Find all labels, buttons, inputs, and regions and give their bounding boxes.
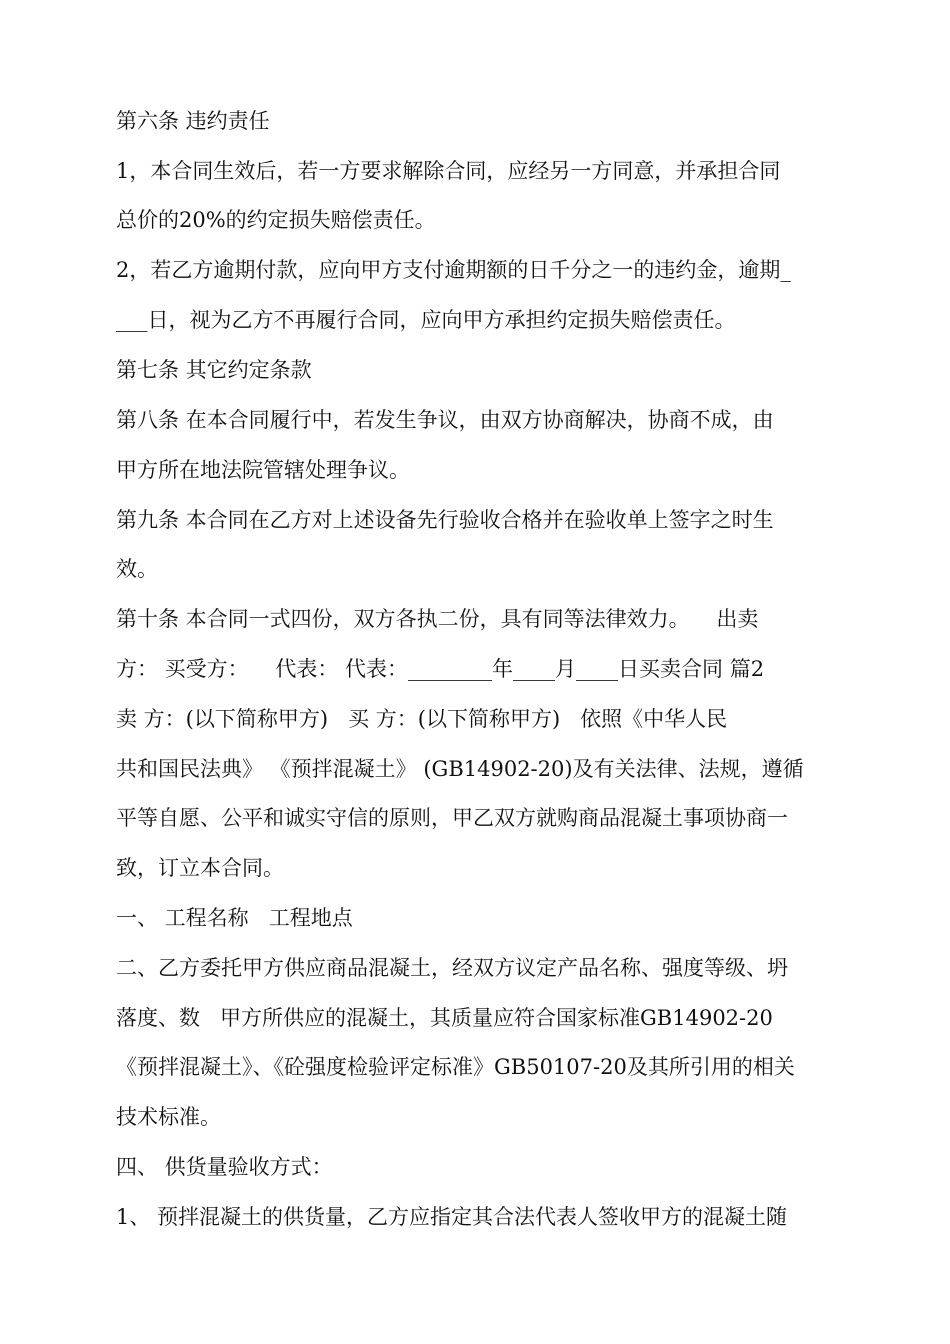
paragraph-line: 第九条 本合同在乙方对上述设备先行验收合格并在验收单上签字之时生 xyxy=(116,508,774,532)
paragraph-line: 1、 预拌混凝土的供货量，乙方应指定其合法代表人签收甲方的混凝土随 xyxy=(116,1205,788,1229)
paragraph-line: ___日，视为乙方不再履行合同，应向甲方承担约定损失赔偿责任。 xyxy=(116,308,736,332)
paragraph-line: 第十条 本合同一式四份，双方各执二份，具有同等法律效力。 出卖 xyxy=(116,607,759,631)
paragraph-line: 效。 xyxy=(116,557,158,581)
paragraph-line: 《预拌混凝土》、《砼强度检验评定标准》GB50107-20及其所引用的相关 xyxy=(116,1055,795,1079)
paragraph-line: 第八条 在本合同履行中，若发生争议，由双方协商解决，协商不成，由 xyxy=(116,408,774,432)
paragraph-line: 平等自愿、公平和诚实守信的原则，甲乙双方就购商品混凝土事项协商一 xyxy=(116,806,788,830)
paragraph-line: 技术标准。 xyxy=(116,1105,221,1129)
heading-article-6: 第六条 违约责任 xyxy=(116,109,270,133)
paragraph-line: 致，订立本合同。 xyxy=(116,856,284,880)
heading-article-7: 第七条 其它约定条款 xyxy=(116,358,312,382)
paragraph-line: 落度、数 甲方所供应的混凝土，其质量应符合国家标准GB14902-20 xyxy=(116,1006,773,1030)
paragraph-line: 共和国民法典》 《预拌混凝土》 (GB14902-20)及有关法律、法规，遵循 xyxy=(116,757,804,781)
paragraph-line: 1，本合同生效后，若一方要求解除合同，应经另一方同意，并承担合同 xyxy=(116,159,781,183)
paragraph-line: 甲方所在地法院管辖处理争议。 xyxy=(116,458,410,482)
paragraph-line: 二、乙方委托甲方供应商品混凝土，经双方议定产品名称、强度等级、坍 xyxy=(116,956,788,980)
section-heading-4: 四、 供货量验收方式： xyxy=(116,1155,333,1179)
section-heading-1: 一、 工程名称 工程地点 xyxy=(116,906,353,930)
paragraph-line: 卖 方：(以下简称甲方) 买 方：(以下简称甲方) 依照《中华人民 xyxy=(116,707,728,731)
paragraph-line: 方： 买受方： 代表： 代表：________年____月____日买卖合同 篇2 xyxy=(116,657,765,681)
paragraph-line: 总价的20%的约定损失赔偿责任。 xyxy=(116,208,436,232)
paragraph-line: 2，若乙方逾期付款，应向甲方支付逾期额的日千分之一的违约金，逾期_ xyxy=(116,258,791,282)
